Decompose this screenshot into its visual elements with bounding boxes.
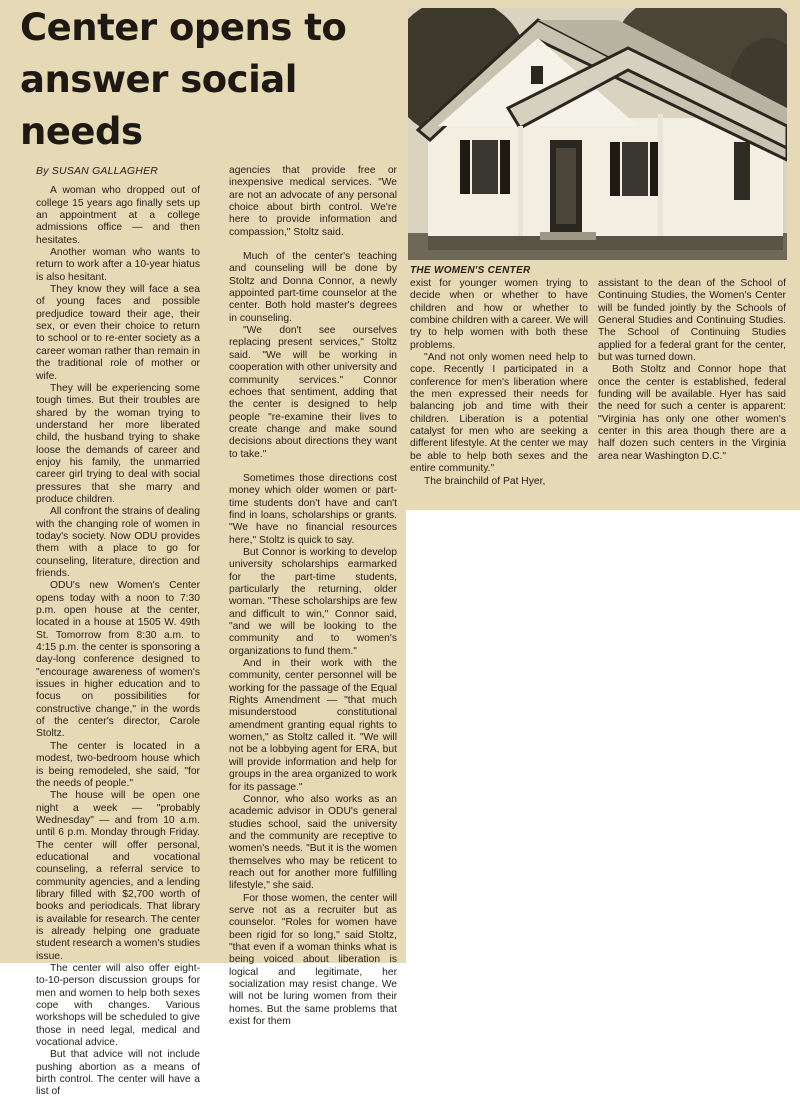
photo-caption: THE WOMEN'S CENTER	[410, 265, 531, 276]
paragraph: Connor, who also works as an academic advisor in ODU's general studies school, said the university and the community are receptive to women's needs. "But it is the women themselves who may be reticent to reach out for another more fulfilling lifestyle," she said.	[229, 793, 397, 892]
paragraph: Sometimes those directions cost money which older women or part-time students don't have and can't find in loans, scholarships or grants. "We have no financial resources here," Stoltz is quick to say.	[229, 472, 397, 546]
paragraph: The center is located in a modest, two-bedroom house which is being remodeled, she said, "for the needs of people."	[36, 740, 200, 789]
article-column-1	[36, 165, 200, 1099]
paragraph: exist for younger women trying to decide when or whether to have children and how or whether to combine children with a career. We will try to help women with both these problems.	[410, 278, 588, 351]
paragraph: They know they will face a sea of young faces and possible predjudice toward their age, their sex, or even their choice to return to school or to re-enter society as a career woman rather than remain in the traditional role of mother or wife.	[36, 284, 200, 382]
paragraph: assistant to the dean of the School of Continuing Studies, the Women's Center will be funded jointly by the Schools of General Studies and Continuing Studies. The School of Continuing Studies applied for a federal grant for the center, but was turned down.	[598, 278, 786, 364]
paragraph: Much of the center's teaching and counseling will be done by Stoltz and Donna Connor, a newly appointed part-time counselor at the center. Both hold master's degrees in counseling.	[229, 251, 397, 324]
paragraph: Both Stoltz and Connor hope that once the center is established, federal funding will be available. Hyer has said the need for such a center is apparent: "Virginia has only one other women's center in this area though there are a half dozen such centers in the Virginia area near Washington D.C."	[598, 364, 786, 462]
paragraph: "We don't see ourselves replacing present services," Stoltz said. "We will be working in cooperation with other university and community services." Connor echoes that sentiment, adding that the center is designed to help people "re-examine their lives to create change and make sound decisions about directions they want to take."	[229, 325, 397, 460]
article-column-3	[410, 278, 588, 488]
womens-center-photo	[408, 8, 787, 260]
paragraph: Another woman who wants to return to work after a 10-year hiatus is also hesitant.	[36, 247, 200, 283]
paragraph: For those women, the center will serve not as a recruiter but as counselor. "Roles for women have been rigid for so long," said Stoltz, "that even if a woman thinks what is being voiced about liberation is logical and legitimate, her socialization may resist change. We will not be luring women from their homes. But the same problems that exist for them	[229, 892, 397, 1028]
article-column-2	[229, 165, 397, 1028]
paragraph: But Connor is working to develop university scholarships earmarked for the part-time students, particularly the returning, older woman. "These scholarships are few and difficult to win," Connor said, "and we will be looking to the community and to women's organizations to fund them."	[229, 546, 397, 657]
paragraph: The house will be open one night a week — "probably Wednesday" — and from 10 a.m. until 6 p.m. Monday through Friday. The center will offer personal, educational and vocational counseling, a referral service to community agencies, and a lending library filled with $2,700 worth of books and periodicals. That library is available for research. The center is already helping one graduate student research a women's studies issue.	[36, 790, 200, 962]
paragraph: The brainchild of Pat Hyer,	[424, 475, 546, 487]
paragraph: All confront the strains of dealing with the changing role of women in today's society. Now ODU provides them with a place to go for counseling, literature, direction and friends.	[36, 506, 200, 579]
byline: By SUSAN GALLAGHER	[36, 165, 159, 177]
paragraph: ODU's new Women's Center opens today with a noon to 7:30 p.m. open house at the center, located in a house at 1505 W. 49th St. Tomorrow from 8:30 a.m. to 4:15 p.m. the center is sponsoring a day-long conference designed to "encourage awareness of women's issues in higher education and to focus on possibilities for constructive change," in the words of the center's director, Carole Stoltz.	[36, 580, 200, 740]
paragraph: "And not only women need help to cope. Recently I participated in a conference for men's liberation where the men expressed their needs for balancing job and time with their children. Liberation is a potential catalyst for men who are seeking a different lifestyle. At the center we may be able to help both sexes and the entire community."	[410, 352, 588, 475]
headline: Center opens to answer social needs	[20, 6, 347, 153]
paragraph: But that advice will not include pushing abortion as a means of birth control. The center will have a list of	[36, 1049, 200, 1098]
article-column-4	[598, 278, 786, 463]
paragraph: And in their work with the community, center personnel will be working for the passage of the Equal Rights Amendment — "that much misunderstood constitutional amendment granting equal rights to women," as Stoltz called it. "We will not be a lobbying agent for ERA, but will provide information and help for groups in the area organized to work for its passage."	[229, 658, 397, 793]
house-illustration	[408, 8, 787, 260]
blank-area	[406, 510, 800, 963]
paragraph: A woman who dropped out of college 15 years ago finally sets up an appointment at a college admissions office — and then hesitates.	[36, 185, 200, 246]
paragraph: They will be experiencing some tough times. But their troubles are shared by the woman trying to understand her more liberated child, the husband trying to shake loose the demands of career and enjoy his family, the unmarried career girl trying to deal with social pressures that she marry and produce children.	[36, 382, 200, 505]
paragraph: agencies that provide free or inexpensive medical services. "We are not an advocate of any personal choice about birth control. We're here to provide information and compassion," Stoltz said.	[229, 165, 397, 238]
paragraph: The center will also offer eight-to-10-person discussion groups for men and women to help both sexes cope with changes. Various workshops will be scheduled to give those in need legal, medical and vocational advice.	[36, 963, 200, 1049]
